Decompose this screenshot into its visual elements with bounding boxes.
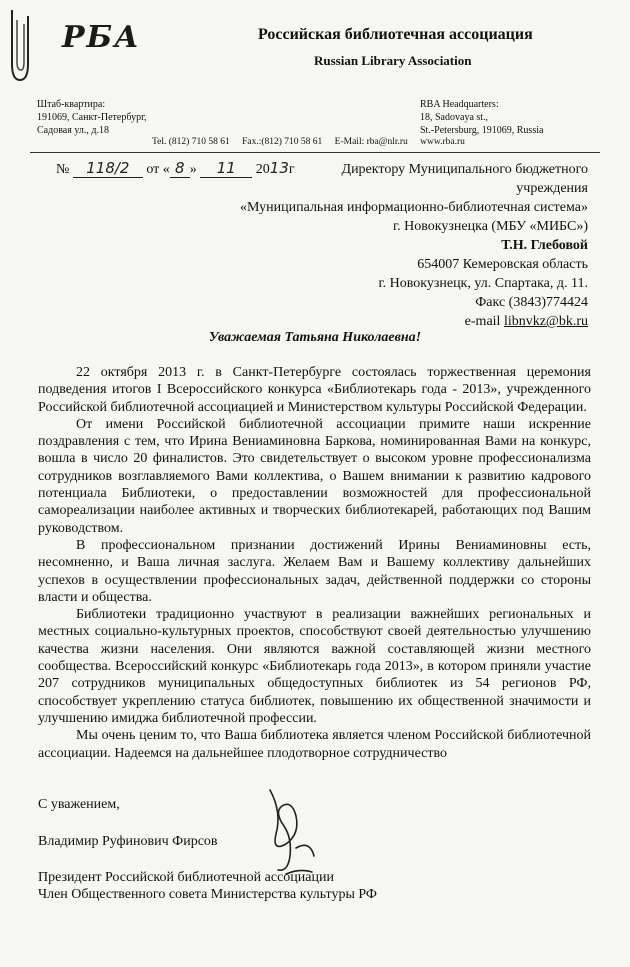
email-label: e-mail bbox=[464, 314, 504, 329]
addressee-block bbox=[188, 160, 588, 331]
paragraph: Библиотеки традиционно участвуют в реализации важнейших региональных и местных социально-культурных проектов, способствуют своей деятельностью улучшению качества жизни населения. Они являются важной составляющей жизни местного сообщества. Всероссийский конкурс «Библиотекарь года 2013», в котором приняли участие 207 сотрудников муниципальных общедоступных библиотек из 54 регионов РФ, способствует укреплению статуса библиотек, повышению их общественной значимости и улучшению имиджа библиотечной профессии. bbox=[38, 607, 591, 726]
addressee-line: учреждения bbox=[516, 181, 588, 196]
address-right bbox=[420, 98, 543, 137]
greeting: Уважаемая Татьяна Николаевна! bbox=[208, 330, 422, 345]
paragraph: Мы очень ценим то, что Ваша библиотека является членом Российской библиотечной ассоциации. Надеемся на дальнейшее плодотворное сотрудничество bbox=[38, 728, 591, 761]
address-line: Садовая ул., д.18 bbox=[37, 125, 109, 136]
addressee-line: г. Новокузнецк, ул. Спартака, д. 11. bbox=[378, 276, 588, 291]
contacts-line bbox=[152, 137, 475, 147]
contact-fax: Fax.:(812) 710 58 61 bbox=[242, 137, 323, 147]
handwritten-signature-icon bbox=[256, 782, 326, 882]
rba-logo: РБА bbox=[62, 20, 141, 55]
reg-quote: » bbox=[189, 162, 197, 177]
paper-clip-icon bbox=[4, 6, 34, 86]
reg-number: 118/2 bbox=[73, 159, 143, 178]
reg-year-suffix: г bbox=[288, 162, 295, 177]
address-line: RBA Headquarters: bbox=[420, 99, 499, 110]
contact-web: www.rba.ru bbox=[420, 137, 465, 147]
address-left bbox=[37, 98, 147, 137]
addressee-line: «Муниципальная информационно-библиотечная система» bbox=[240, 200, 588, 215]
paragraph: От имени Российской библиотечной ассоциации примите наши искренние поздравления с тем, что Ирина Вениаминовна Баркова, номинированная Вами на конкурс, вошла в число 20 финалистов. Это свидетельствует о высоком уровне профессионализма сотрудников возглавляемого Вами коллектива, о Вашем внимании к развитию кадрового потенциала Библиотеки, о предоставлении возможностей для профессиональной самореализации наиболее активных и творческих библиотекарей, работающих под Вашим руководством. bbox=[38, 416, 591, 536]
contact-tel: Tel. (812) 710 58 61 bbox=[152, 137, 230, 147]
signer-name: Владимир Руфинович Фирсов bbox=[38, 834, 218, 849]
closing-regards: С уважением, bbox=[38, 797, 120, 812]
reg-from: от « bbox=[146, 162, 170, 177]
address-line: St.-Petersburg, 191069, Russia bbox=[420, 125, 544, 136]
addressee-line: г. Новокузнецка (МБУ «МИБС») bbox=[393, 219, 588, 234]
org-name-en: Russian Library Association bbox=[314, 53, 472, 68]
address-line: Штаб-квартира: bbox=[37, 99, 106, 110]
addressee-name: Т.Н. Глебовой bbox=[501, 238, 588, 253]
addressee-line: 654007 Кемеровская область bbox=[417, 257, 588, 272]
addressee-line: Директору Муниципального бюджетного bbox=[341, 162, 588, 177]
paragraph: В профессиональном признании достижений Ирины Вениаминовны есть, несомненно, и Ваша личная заслуга. Желаем Вам и Вашему коллективу дальнейших успехов в осуществлении профессиональных задач, действенной поддержки со стороны власти и общества. bbox=[38, 537, 591, 605]
addressee-email-line bbox=[188, 312, 588, 331]
addressee-line: Факс (3843)774424 bbox=[475, 295, 588, 310]
paragraph: 22 октября 2013 г. в Санкт-Петербурге состоялась торжественная церемония подведения итогов I Всероссийского конкурса «Библиотекарь года - 2013», учрежденного Российской библиотечной ассоциацией и Министерством культуры Российской Федерации. bbox=[38, 365, 591, 415]
letter-body bbox=[38, 364, 591, 762]
reg-month: 11 bbox=[200, 159, 252, 178]
reg-year: 13 bbox=[269, 159, 289, 177]
signer-council: Член Общественного совета Министерства культуры РФ bbox=[38, 887, 377, 902]
reg-day: 8 bbox=[170, 159, 190, 178]
signer-title: Президент Российской библиотечной ассоциации bbox=[38, 870, 334, 885]
addressee-email: libnvkz@bk.ru bbox=[503, 314, 588, 329]
org-name-ru: Российская библиотечная ассоциация bbox=[258, 26, 533, 43]
reg-prefix: № bbox=[56, 162, 70, 177]
address-line: 18, Sadovaya st., bbox=[420, 112, 489, 123]
contact-email: E-Mail: rba@nlr.ru bbox=[334, 137, 408, 147]
header-divider bbox=[30, 152, 600, 153]
reg-year-prefix: 20 bbox=[255, 162, 270, 177]
address-line: 191069, Санкт-Петербург, bbox=[37, 112, 147, 123]
